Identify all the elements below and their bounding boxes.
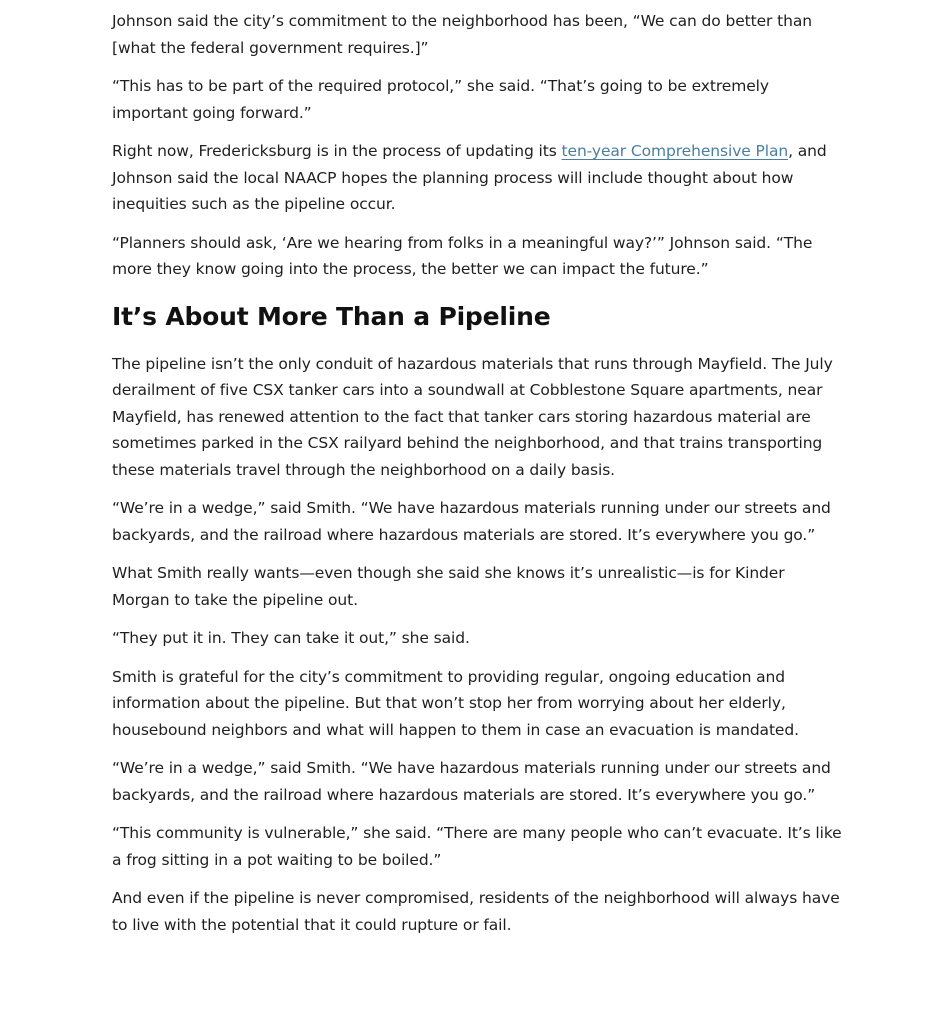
section-heading: It’s About More Than a Pipeline	[112, 301, 551, 331]
paragraph-comprehensive-plan	[112, 138, 842, 218]
paragraph-vulnerable-community: “This community is vulnerable,” she said. “There are many people who can’t evacuate. It’s like a frog sitting in a pot waiting to be boiled.”	[112, 824, 842, 869]
paragraph-wedge-quote-repeat: “We’re in a wedge,” said Smith. “We have hazardous materials running under our streets and backyards, and the railroad where hazardous materials are stored. It’s everywhere you go.”	[112, 759, 831, 804]
paragraph-smith-grateful: Smith is grateful for the city’s commitment to providing regular, ongoing education and information about the pipeline. But that won’t stop her from worrying about her elderly, housebound neighbors and what will happen to them in case an evacuation is mandated.	[112, 667, 799, 739]
paragraph-take-it-out: “They put it in. They can take it out,” she said.	[112, 629, 470, 647]
paragraph-required-protocol: “This has to be part of the required protocol,” she said. “That’s going to be extremely important going forward.”	[112, 77, 769, 122]
paragraph-wedge-quote: “We’re in a wedge,” said Smith. “We have hazardous materials running under our streets and backyards, and the railroad where hazardous materials are stored. It’s everywhere you go.”	[112, 499, 831, 544]
paragraph-hazardous-conduit: The pipeline isn’t the only conduit of hazardous materials that runs through Mayfield. The July derailment of five CSX tanker cars into a soundwall at Cobblestone Square apartments, near Mayfield, has renewed attention to the fact that tanker cars storing hazardous material are sometimes parked in the CSX railyard behind the neighborhood, and that trains transporting these materials travel through the neighborhood on a daily basis.	[112, 354, 833, 479]
paragraph-planners-quote: “Planners should ask, ‘Are we hearing from folks in a meaningful way?’” Johnson said. “The more they know going into the process, the better we can impact the future.”	[112, 233, 813, 278]
comprehensive-plan-link[interactable]: ten-year Comprehensive Plan	[561, 142, 789, 160]
paragraph-rupture-potential: And even if the pipeline is never compromised, residents of the neighborhood will always have to live with the potential that it could rupture or fail.	[112, 889, 840, 934]
article-body	[112, 8, 842, 950]
paragraph-johnson-commitment: Johnson said the city’s commitment to the neighborhood has been, “We can do better than [what the federal government requires.]”	[112, 12, 812, 57]
paragraph-text-before-link: Right now, Fredericksburg is in the process of updating its	[112, 142, 562, 160]
paragraph-text-after-link: , and Johnson said the local NAACP hopes the planning process will include thought about how inequities such as the pipeline occur.	[112, 142, 827, 213]
paragraph-smith-wants: What Smith really wants—even though she said she knows it’s unrealistic—is for Kinder Morgan to take the pipeline out.	[112, 564, 785, 609]
